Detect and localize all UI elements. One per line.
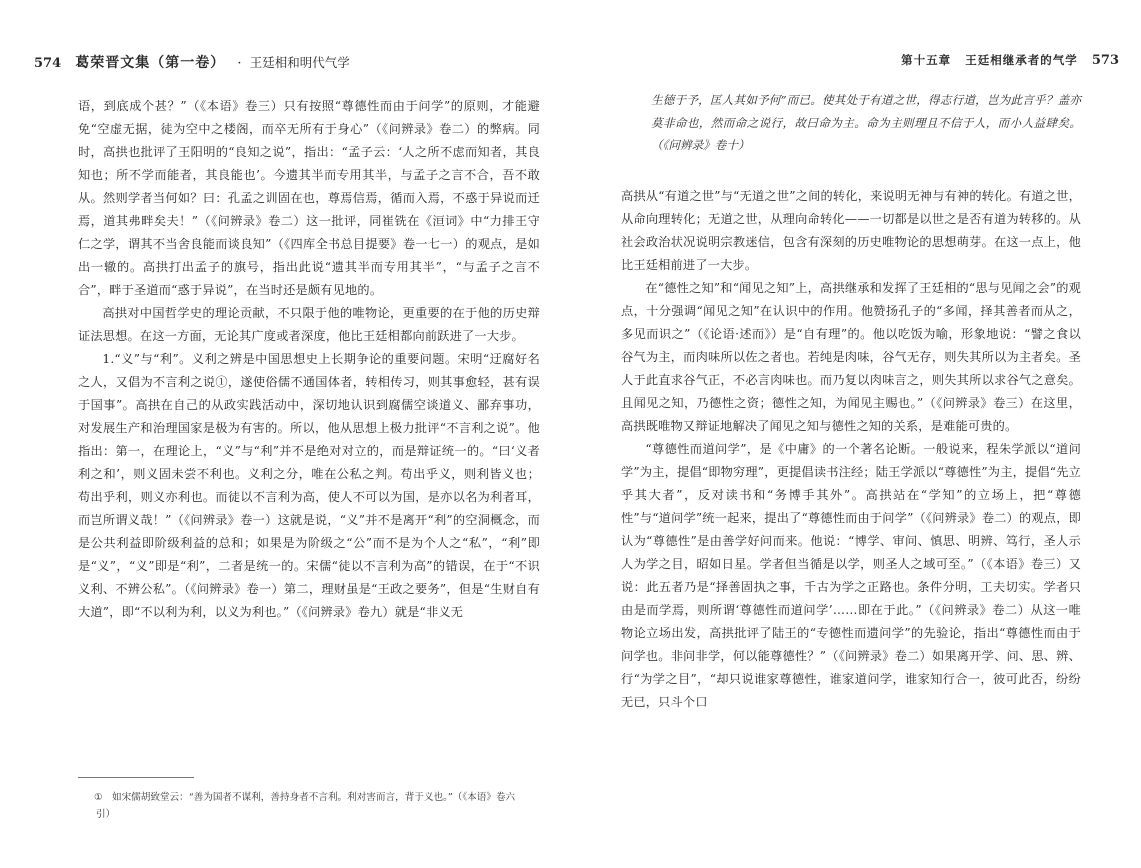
right-page-number: 573 [1091,53,1119,68]
left-body-text [78,95,540,624]
chapter-number: 第十五章 [901,53,952,67]
block-quote-text: 生德于予，匡人其如予何”而已。使其处于有道之世，得志行道，岂为此言乎？盖亦莫非命也，然而命之说行，故曰命为主。命为主则理且不信于人，而小人益肆矣。（《问辨录》卷十） [651,93,1081,152]
right-paragraph-1: 高拱从“有道之世”与“无道之世”之间的转化，来说明无神与有神的转化。有道之世，从命向理转化；无道之世，从理向命转化——一切都是以世之是否有道为转移的。从社会政治状况说明宗教迷信，包含有深刻的历史唯物论的思想萌芽。在这一点上，他比王廷相前进了一大步。 [621,189,1081,272]
left-running-header [34,52,350,72]
right-paragraph-2: 在“德性之知”和“闻见之知”上，高拱继承和发挥了王廷相的“思与见闻之会”的观点，十分强调“闻见之知”在认识中的作用。他赞扬孔子的“多闻，择其善者而从之，多见而识之”（《论语·述而》）是“自有理”的。他以吃饭为喻，形象地说：“譬之食以谷气为主，而肉味所以佐之者也。若纯是肉味，谷气无存，则失其所以为主者矣。圣人于此直求谷气正，不必言肉味也。而乃复以肉味言之，则失其所以求谷气之意矣。且闻见之知，乃德性之资；德性之知，为闻见主赐也。”（《问辨录》卷三）在这里，高拱既唯物又辩证地解决了闻见之知与德性之知的关系，是难能可贵的。 [621,281,1081,433]
book-subtitle: 王廷相和明代气学 [249,55,350,70]
book-title: 葛荣晋文集（第一卷） [75,55,226,71]
left-paragraph-3: 1.“义”与“利”。义利之辨是中国思想史上长期争论的重要问题。宋明“迂腐好名之人，又倡为不言利之说①，遂使俗儒不通国体者，转相传习，则其事愈轻，甚有误于国事”。高拱在自己的从政实践活动中，深切地认识到腐儒空谈道义、鄙弃事功，对发展生产和治理国家是极为有害的。所以，他从思想上极力批评“不言利之说”。他指出：第一，在理论上，“义”与“利”并不是绝对对立的，而是辩证统一的。“曰‘义者利之和’，则义固未尝不利也。义利之分，唯在公私之判。苟出乎义，则利皆义也；苟出乎利，则义亦利也。而徒以不言利为高，使人不可以为国，是亦以名为利者耳，而岂所谓义哉！”（《问辨录》卷一）这就是说，“义”并不是离开“利”的空洞概念，而是公共利益即阶级利益的总和；如果是为阶级之“公”而不是为个人之“私”，“利”即是“义”，“义”即是“利”，二者是统一的。宋儒“徒以不言利为高”的错误，在于“不识义利、不辨公私”。（《问辨录》卷一）第二，理财虽是“王政之要务”，但是“生财自有大道”，即“不以利为利，以义为利也。”（《问辨录》卷九）就是“非义无 [78,352,540,619]
footnote [96,789,516,823]
block-quote [651,89,1081,157]
footnote-text: 如宋儒胡致堂云：“善为国者不谋利，善持身者不言利。利对害而言，背于义也。”（《本语》卷六引） [96,792,516,820]
right-body-text [621,185,1081,714]
chapter-title: 王廷相继承者的气学 [965,53,1078,67]
footnote-mark: ① [94,792,103,803]
right-page [571,0,1141,868]
right-paragraph-3: “尊德性而道问学”，是《中庸》的一个著名论断。一般说来，程朱学派以“道问学”为主，提倡“即物穷理”，更提倡读书注经；陆王学派以“尊德性”为主，提倡“先立乎其大者”，反对读书和“务博手其外”。高拱站在“学知”的立场上，把“尊德性”与“道问学”统一起来，提出了“尊德性而由于问学”（《问辨录》卷二）的观点，即认为“尊德性”是由善学好问而来。他说：“博学、审问、慎思、明辨、笃行，圣人示人为学之目，昭如日星。学者但当循是以学，则圣人之域可至。”（《本语》卷三）又说：此五者乃是“择善固执之事，千古为学之正路也。条件分明，工夫切实。学者只由是而学焉，则所谓‘尊德性而道问学’……即在于此。”（《问辨录》卷二）从这一唯物论立场出发，高拱批评了陆王的“专德性而遗问学”的先验论，指出“尊德性而由于问学也。非问非学，何以能尊德性？”（《问辨录》卷二）如果离开学、问、思、辨、行“为学之目”，“却只说谁家尊德性，谁家道问学，谁家知行合一，彼可此否，纷纷无已，只斗个口 [621,442,1081,709]
header-separator: · [237,56,242,71]
right-running-header [901,52,1119,68]
left-paragraph-2: 高拱对中国哲学史的理论贡献，不只限于他的唯物论，更重要的在于他的历史辩证法思想。在这一方面，无论其广度或者深度，他比王廷相都向前跃进了一大步。 [78,306,540,343]
left-paragraph-1: 语，到底成个甚？”（《本语》卷三）只有按照“尊德性而由于问学”的原则，才能避免“空虚无据，徒为空中之楼阁，而卒无所有于身心”（《问辨录》卷二）的弊病。同时，高拱也批评了王阳明的“良知之说”，指出：“孟子云：‘人之所不虑而知者，其良知也；所不学而能者，其良能也’。今遗其半而专用其半，与孟子之言不合，吾不敢从。然则学者当何如？曰：孔孟之训固在也，尊焉信焉，循而入焉，不惑于异说而迁焉，道其弗畔矣夫！”（《问辨录》卷二）这一批评，同崔铣在《洹词》中“力排王守仁之学，谓其不当舍良能而谈良知”（《四库全书总目提要》卷一七一）的观点，是如出一辙的。高拱打出孟子的旗号，指出此说“遗其半而专用其半”，“与孟子之言不合”，畔于圣道而“惑于异说”，在当时还是颇有见地的。 [78,99,540,297]
footnote-rule [78,777,194,778]
left-page [0,0,570,868]
left-page-number: 574 [34,56,62,71]
